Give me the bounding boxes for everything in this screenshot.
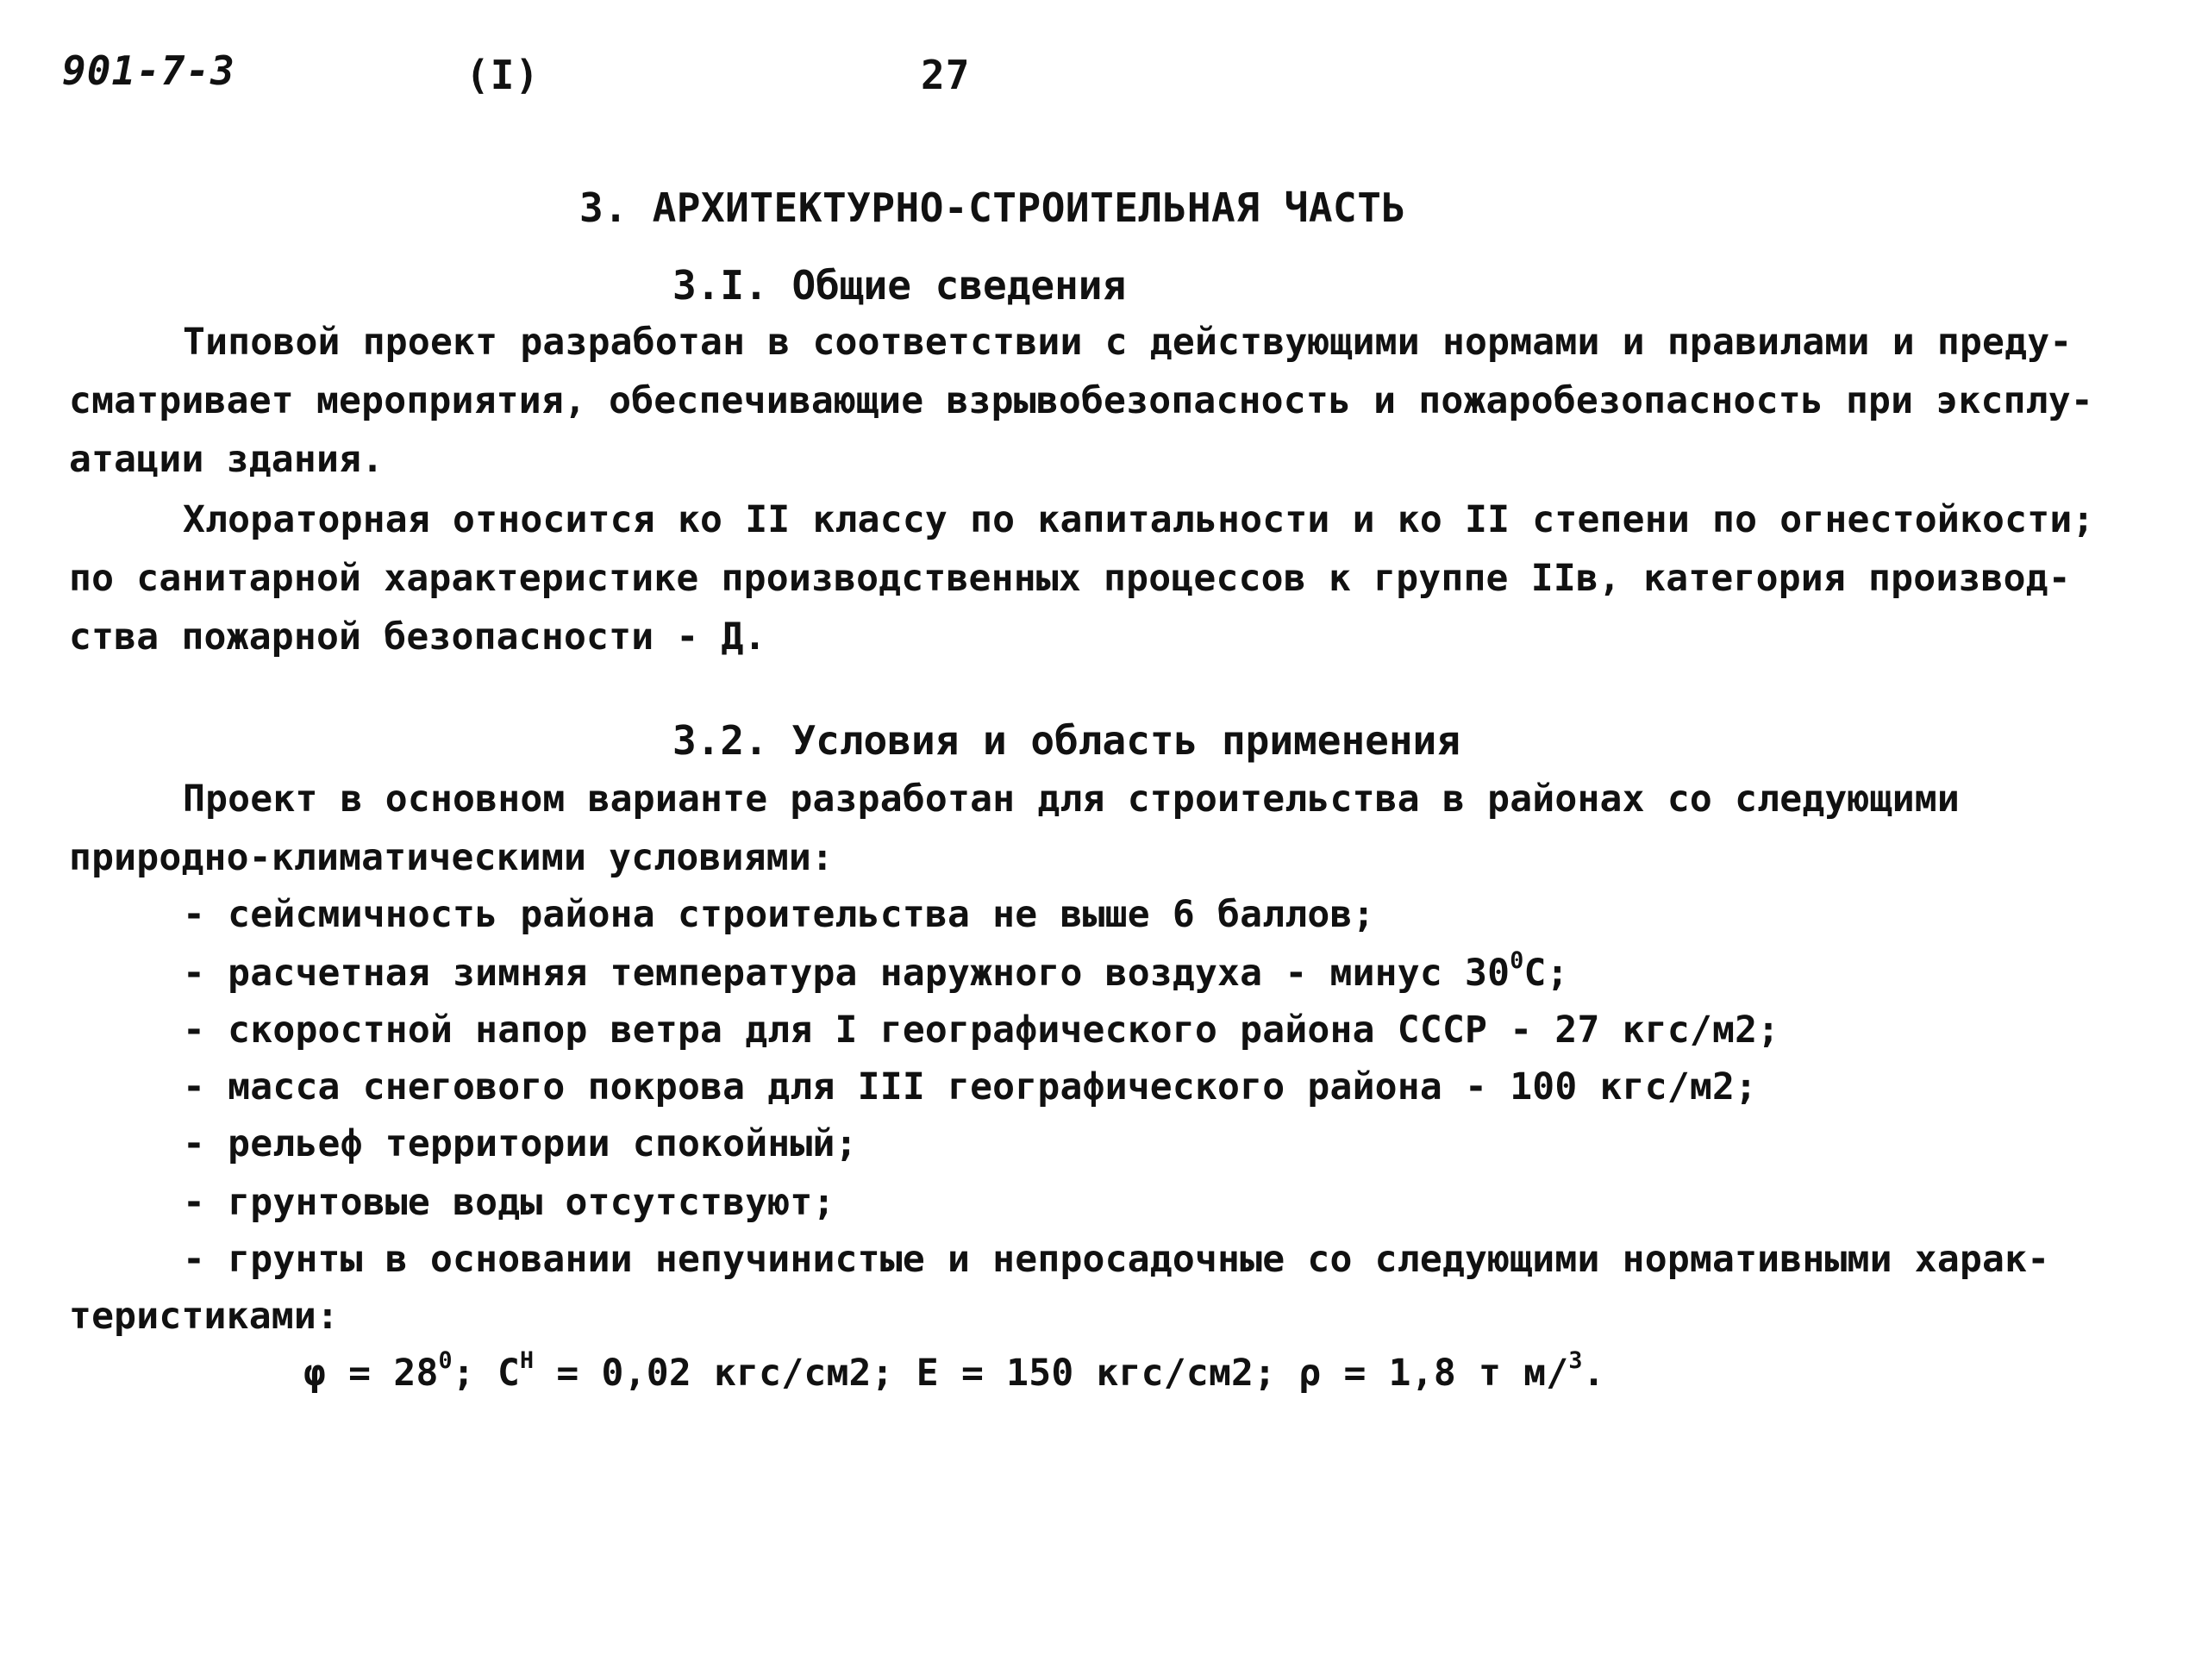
list-item-soils-continued: теристиками: — [69, 1295, 340, 1338]
list-item-soils: - грунты в основании непучинистые и непросадочные со следующими нормативными харак- — [183, 1238, 2050, 1281]
formula-values: = 0,02 кгс/см2; Е = 150 кгс/см2; ρ = 1,8 т м/ — [534, 1352, 1569, 1395]
formula-c-superscript: Н — [520, 1347, 535, 1375]
section-title: 3. АРХИТЕКТУРНО-СТРОИТЕЛЬНАЯ ЧАСТЬ — [579, 184, 1406, 231]
paragraph-line: по санитарной характеристике производственных процессов к группе IIв, категория производ- — [69, 557, 2071, 600]
paragraph-line: сматривает мероприятия, обеспечивающие взрывобезопасность и пожаробезопасность при эксплу- — [69, 379, 2093, 422]
degree-superscript: 0 — [1510, 947, 1524, 975]
temperature-unit: С; — [1523, 952, 1569, 995]
paragraph-line: атации здания. — [69, 438, 385, 481]
subsection-title-3-1: 3.I. Общие сведения — [672, 262, 1127, 309]
list-item-temperature — [183, 947, 1569, 995]
paragraph-line: ства пожарной безопасности - Д. — [69, 615, 766, 659]
temperature-text: - расчетная зимняя температура наружного воздуха - минус 30 — [183, 952, 1510, 995]
formula-end: . — [1582, 1352, 1605, 1395]
list-item-groundwater: - грунтовые воды отсутствуют; — [183, 1181, 835, 1224]
list-item-relief: - рельеф территории спокойный; — [183, 1122, 858, 1165]
subsection-title-3-2: 3.2. Условия и область применения — [672, 717, 1460, 764]
list-item-wind: - скоростной напор ветра для I географического района СССР - 27 кгс/м2; — [183, 1009, 1780, 1052]
sheet-indicator: (I) — [466, 52, 541, 98]
paragraph-line: Хлораторная относится ко II классу по капитальности и ко II степени по огнестойкости; — [183, 498, 2095, 541]
document-code: 901-7-3 — [62, 47, 235, 94]
formula-phi-degree: 0 — [438, 1347, 453, 1375]
list-item-seismic: - сейсмичность района строительства не выше 6 баллов; — [183, 893, 1375, 936]
paragraph-line: природно-климатическими условиями: — [69, 836, 834, 879]
soil-characteristics-formula — [303, 1347, 1605, 1395]
page-number: 27 — [921, 52, 971, 98]
formula-rho-superscript: 3 — [1568, 1347, 1583, 1375]
paragraph-line: Типовой проект разработан в соответствии с действующими нормами и правилами и преду- — [183, 321, 2073, 364]
formula-c: ; С — [452, 1352, 521, 1395]
formula-phi: φ = 28 — [303, 1352, 439, 1395]
list-item-snow: - масса снегового покрова для III географического района - 100 кгс/м2; — [183, 1065, 1758, 1109]
paragraph-line: Проект в основном варианте разработан для строительства в районах со следующими — [183, 778, 1960, 821]
